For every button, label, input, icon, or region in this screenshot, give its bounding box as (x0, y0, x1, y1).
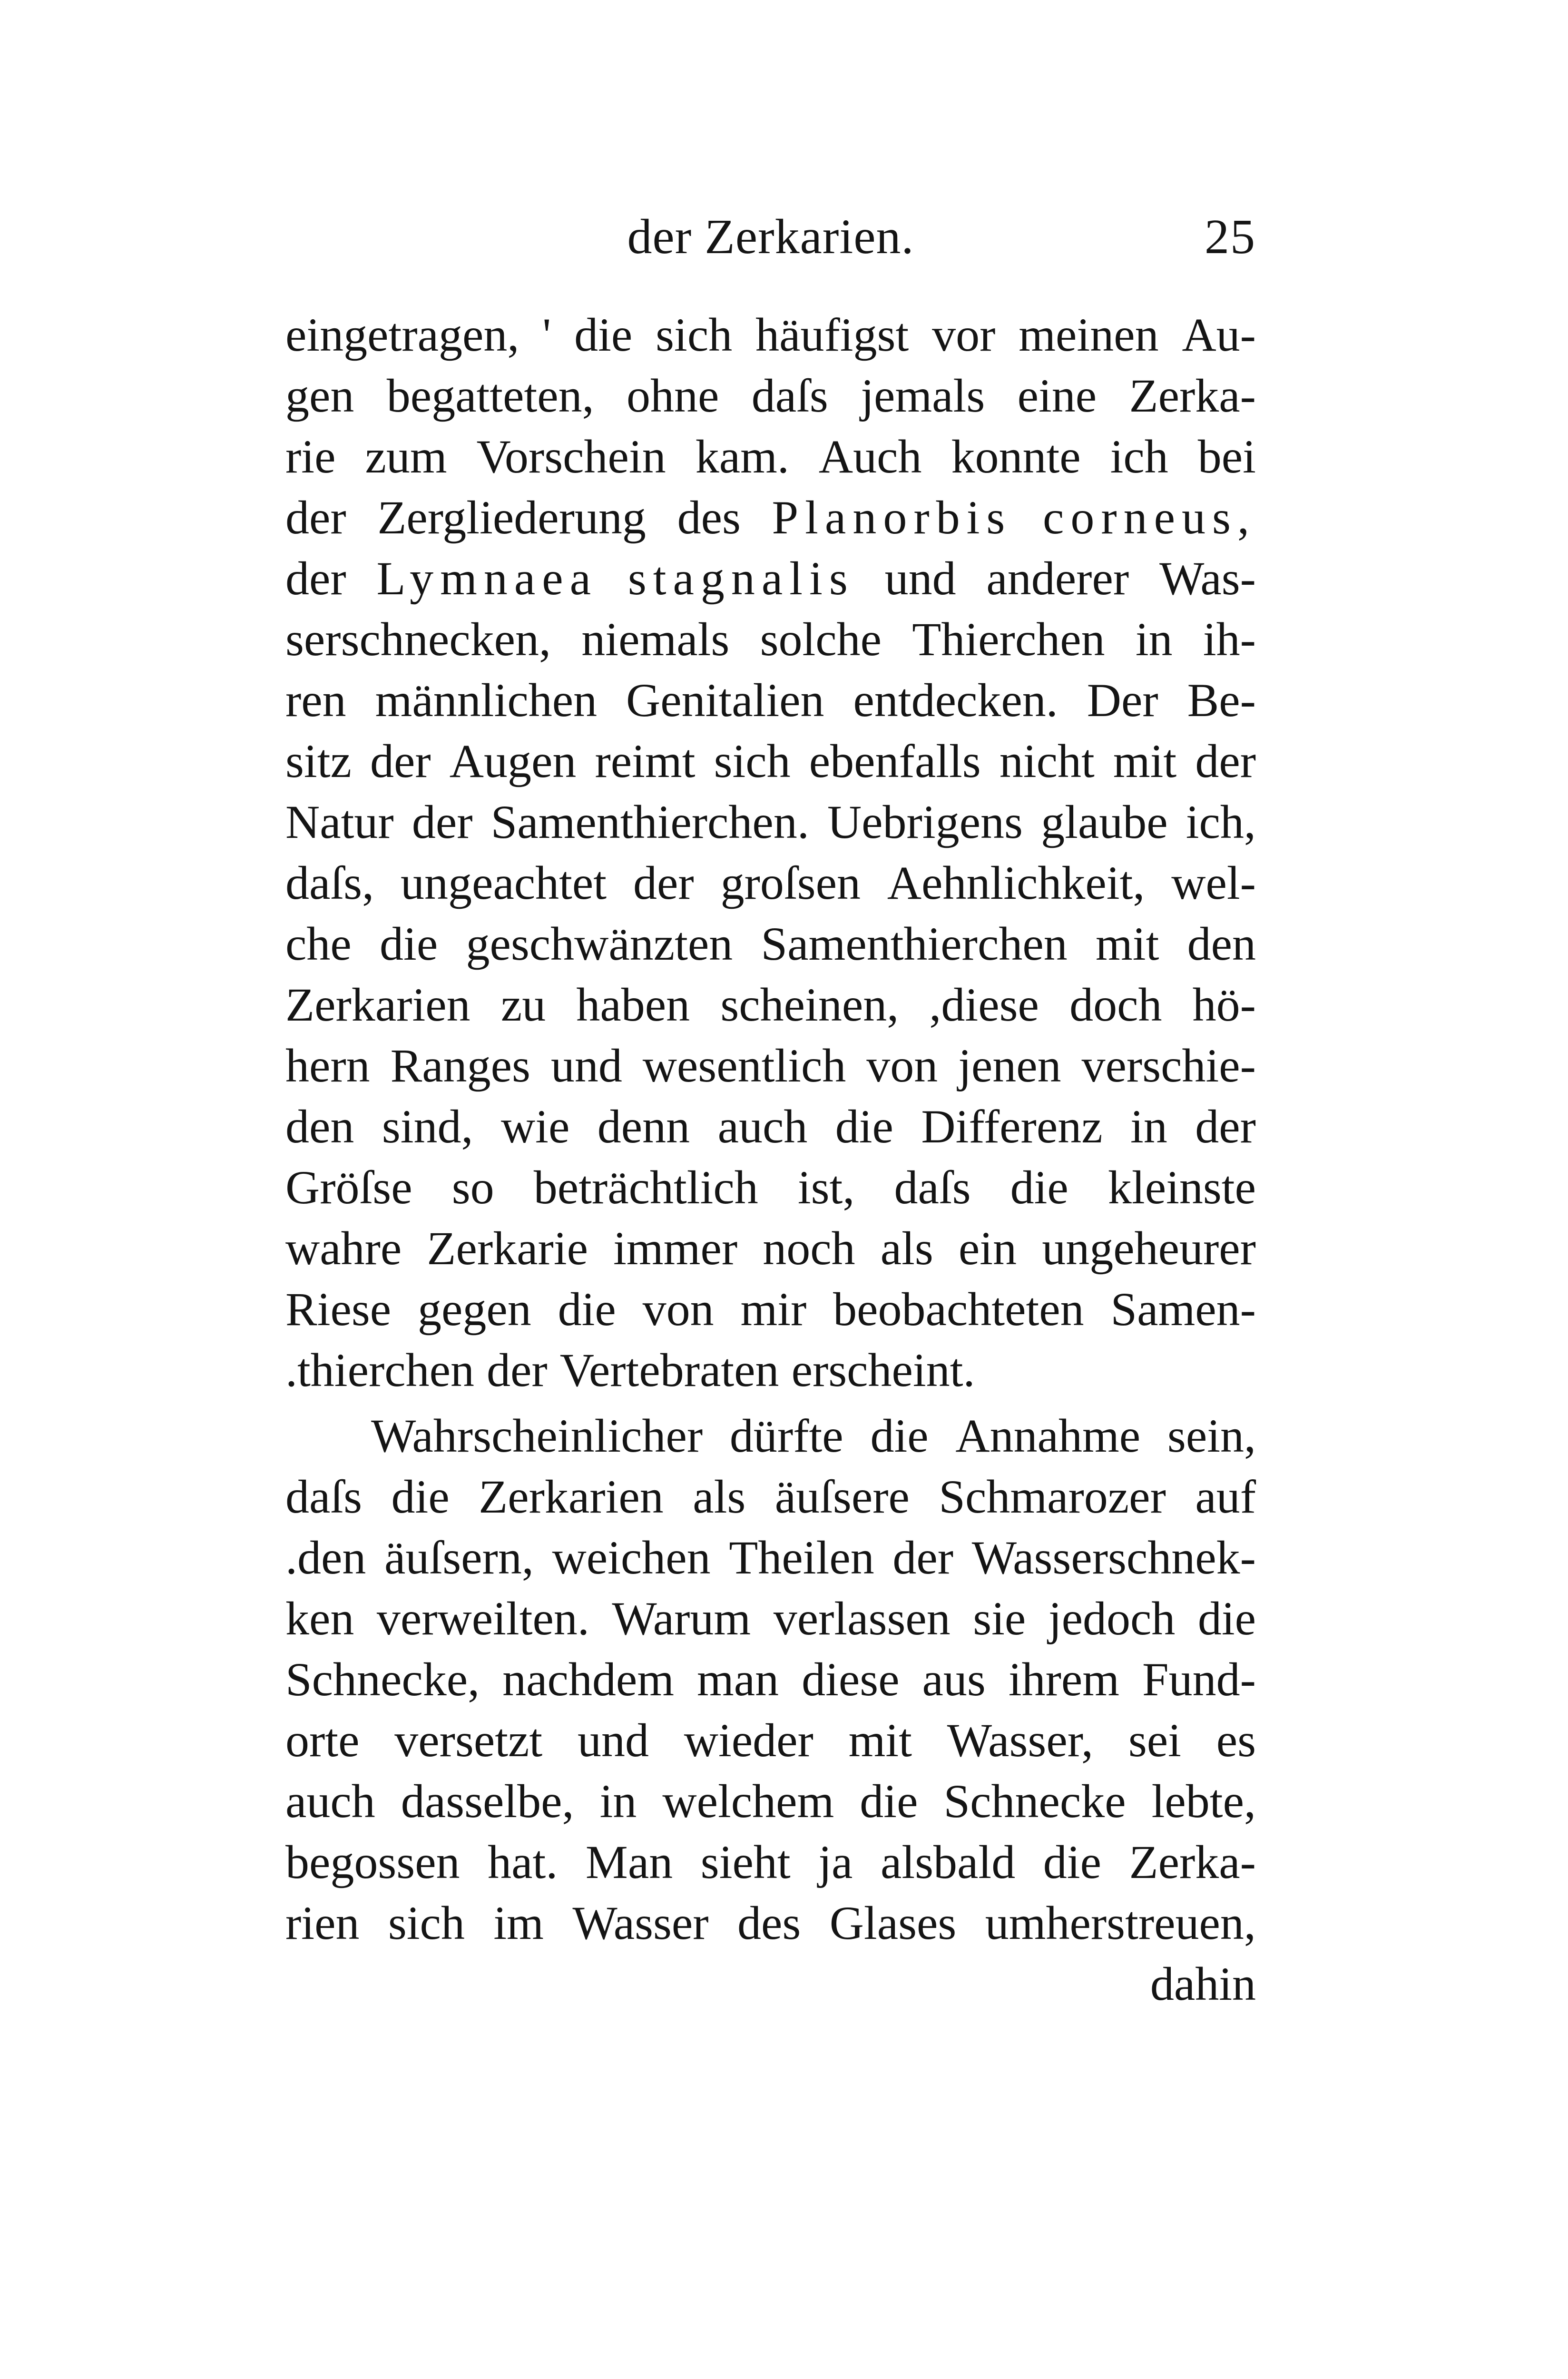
text-line: rien sich im Wasser des Glases umherstreuen, (285, 1897, 1256, 1949)
text-line: che die geschwänzten Samenthierchen mit den (285, 917, 1256, 970)
text-line: eingetragen, ' die sich häufigst vor meinen Au- (285, 308, 1256, 361)
text-line: Natur der Samenthierchen. Uebrigens glaube ich, (285, 796, 1256, 848)
text-line: .thierchen der Vertebraten erscheint. (285, 1344, 975, 1396)
catchword-line (285, 1954, 1256, 2015)
page-number: 25 (1205, 209, 1256, 264)
text-line: begossen hat. Man sieht ja alsbald die Zerka- (285, 1836, 1256, 1888)
text-line: daſs die Zerkarien als äuſsere Schmarozer auf (285, 1470, 1256, 1523)
catchword: dahin (1150, 1957, 1256, 2010)
text-line: auch dasselbe, in welchem die Schnecke lebte, (285, 1775, 1256, 1828)
text-line: hern Ranges und wesentlich von jenen verschie- (285, 1039, 1256, 1092)
text-line: Wahrscheinlicher dürfte die Annahme sein, (371, 1409, 1256, 1462)
text-line: Zerkarien zu haben scheinen, ,diese doch hö- (285, 978, 1256, 1031)
text-line: rie zum Vorschein kam. Auch konnte ich bei (285, 430, 1256, 483)
text-line: Gröſse so beträchtlich ist, daſs die kleinste (285, 1161, 1256, 1214)
text-block (285, 305, 1256, 2015)
text-line: Schnecke, nachdem man diese aus ihrem Fund- (285, 1653, 1256, 1706)
text-line: der Lymnaea stagnalis und anderer Was- (285, 552, 1256, 605)
text-line: wahre Zerkarie immer noch als ein ungeheurer (285, 1222, 1256, 1275)
text-line: .den äuſsern, weichen Theilen der Wasserschnek- (285, 1531, 1256, 1584)
text-line: Riese gegen die von mir beobachteten Samen- (285, 1283, 1256, 1336)
text-line: gen begatteten, ohne daſs jemals eine Zerka- (285, 369, 1256, 422)
paragraph-gap (285, 1401, 1256, 1406)
text-line: der Zergliederung des Planorbis corneus, (285, 491, 1256, 544)
text-line: daſs, ungeachtet der groſsen Aehnlichkeit, wel- (285, 856, 1256, 909)
text-line: sitz der Augen reimt sich ebenfalls nicht mit der (285, 735, 1256, 787)
text-line: serschnecken, niemals solche Thierchen in ih- (285, 613, 1256, 666)
text-line: ken verweilten. Warum verlassen sie jedoch die (285, 1592, 1256, 1645)
text-line: den sind, wie denn auch die Differenz in der (285, 1100, 1256, 1153)
text-line: ren männlichen Genitalien entdecken. Der Be- (285, 674, 1256, 727)
text-line: orte versetzt und wieder mit Wasser, sei es (285, 1714, 1256, 1767)
running-head (285, 204, 1256, 270)
running-title: der Zerkarien. (627, 209, 914, 264)
